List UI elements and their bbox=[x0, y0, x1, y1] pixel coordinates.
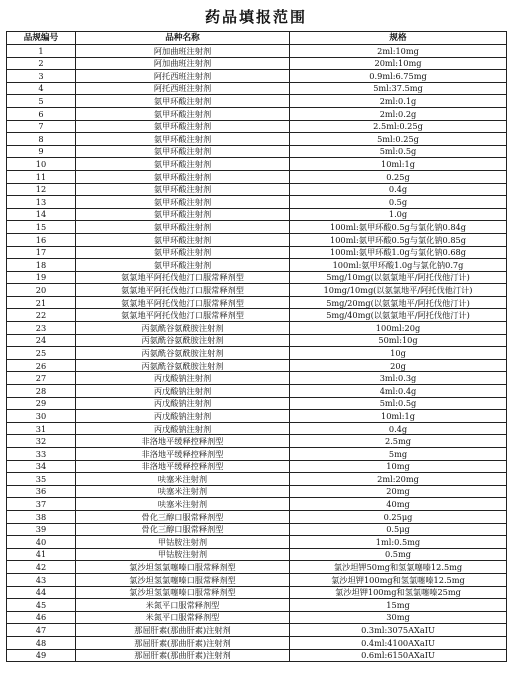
drug-name-cell: 氨甲环酸注射剂 bbox=[76, 95, 290, 108]
drug-name-cell: 呋塞米注射剂 bbox=[76, 485, 290, 498]
drug-name-cell: 阿加曲班注射剂 bbox=[76, 57, 290, 70]
table-row bbox=[7, 271, 507, 284]
specification-cell: 2ml:0.2g bbox=[290, 107, 507, 120]
specification-cell: 0.4g bbox=[290, 183, 507, 196]
spec-number-cell: 33 bbox=[7, 448, 76, 461]
specification-cell: 10mg bbox=[290, 460, 507, 473]
spec-number-cell: 19 bbox=[7, 271, 76, 284]
table-row bbox=[7, 221, 507, 234]
spec-number-cell: 48 bbox=[7, 636, 76, 649]
table-row bbox=[7, 435, 507, 448]
drug-name-cell: 氯沙坦氢氯噻嗪口服常释剂型 bbox=[76, 586, 290, 599]
spec-number-cell: 37 bbox=[7, 498, 76, 511]
specification-cell: 20mg bbox=[290, 485, 507, 498]
drug-name-cell: 那屈肝素(那曲肝素)注射剂 bbox=[76, 649, 290, 662]
table-row bbox=[7, 498, 507, 511]
spec-number-cell: 43 bbox=[7, 573, 76, 586]
specification-cell: 5ml:37.5mg bbox=[290, 82, 507, 95]
specification-cell: 氯沙坦钾50mg和氢氯噻嗪12.5mg bbox=[290, 561, 507, 574]
specification-cell: 5ml:0.5g bbox=[290, 145, 507, 158]
table-row bbox=[7, 183, 507, 196]
specification-cell: 0.5g bbox=[290, 196, 507, 209]
spec-number-cell: 12 bbox=[7, 183, 76, 196]
spec-number-cell: 31 bbox=[7, 422, 76, 435]
drug-name-cell: 氨氯地平阿托伐他汀口服常释剂型 bbox=[76, 284, 290, 297]
spec-number-cell: 1 bbox=[7, 45, 76, 58]
drug-name-cell: 非洛地平缓释控释剂型 bbox=[76, 448, 290, 461]
specification-cell: 氯沙坦钾100mg和氢氯噻嗪12.5mg bbox=[290, 573, 507, 586]
drug-name-cell: 阿托西班注射剂 bbox=[76, 82, 290, 95]
spec-number-cell: 23 bbox=[7, 322, 76, 335]
specification-cell: 3ml:0.3g bbox=[290, 372, 507, 385]
drug-name-cell: 氨甲环酸注射剂 bbox=[76, 233, 290, 246]
drug-name-cell: 氯沙坦氢氯噻嗪口服常释剂型 bbox=[76, 561, 290, 574]
table-row bbox=[7, 57, 507, 70]
spec-number-cell: 40 bbox=[7, 536, 76, 549]
spec-number-cell: 49 bbox=[7, 649, 76, 662]
table-row bbox=[7, 120, 507, 133]
page-title: 药品填报范围 bbox=[204, 8, 307, 26]
table-row bbox=[7, 208, 507, 221]
drug-name-cell: 氨甲环酸注射剂 bbox=[76, 170, 290, 183]
drug-name-cell: 氯沙坦氢氯噻嗪口服常释剂型 bbox=[76, 573, 290, 586]
specification-cell: 1ml:0.5mg bbox=[290, 536, 507, 549]
table-row bbox=[7, 45, 507, 58]
spec-number-cell: 30 bbox=[7, 410, 76, 423]
spec-number-cell: 45 bbox=[7, 599, 76, 612]
table-row bbox=[7, 296, 507, 309]
spec-number-cell: 41 bbox=[7, 548, 76, 561]
spec-number-cell: 15 bbox=[7, 221, 76, 234]
spec-number-cell: 5 bbox=[7, 95, 76, 108]
specification-cell: 50ml:10g bbox=[290, 334, 507, 347]
drug-name-cell: 氨甲环酸注射剂 bbox=[76, 133, 290, 146]
specification-cell: 10ml:1g bbox=[290, 410, 507, 423]
spec-number-cell: 13 bbox=[7, 196, 76, 209]
drug-scope-table bbox=[6, 31, 507, 662]
spec-number-cell: 17 bbox=[7, 246, 76, 259]
drug-name-cell: 氨甲环酸注射剂 bbox=[76, 208, 290, 221]
drug-name-cell: 氨甲环酸注射剂 bbox=[76, 145, 290, 158]
drug-name-cell: 氨氯地平阿托伐他汀口服常释剂型 bbox=[76, 296, 290, 309]
table-row bbox=[7, 158, 507, 171]
drug-name-cell: 呋塞米注射剂 bbox=[76, 473, 290, 486]
table-row bbox=[7, 611, 507, 624]
header-drug-name: 品种名称 bbox=[76, 32, 290, 45]
table-row bbox=[7, 246, 507, 259]
table-row bbox=[7, 233, 507, 246]
specification-cell: 100ml:氨甲环酸0.5g与氯化钠0.85g bbox=[290, 233, 507, 246]
drug-name-cell: 阿托西班注射剂 bbox=[76, 70, 290, 83]
drug-name-cell: 米氮平口服常释剂型 bbox=[76, 611, 290, 624]
specification-cell: 5ml:0.5g bbox=[290, 397, 507, 410]
specification-cell: 0.4ml:4100AXaIU bbox=[290, 636, 507, 649]
table-row bbox=[7, 473, 507, 486]
specification-cell: 100ml:氨甲环酸1.0g与氯化钠0.7g bbox=[290, 259, 507, 272]
spec-number-cell: 16 bbox=[7, 233, 76, 246]
spec-number-cell: 9 bbox=[7, 145, 76, 158]
table-row bbox=[7, 347, 507, 360]
table-row bbox=[7, 385, 507, 398]
specification-cell: 20ml:10mg bbox=[290, 57, 507, 70]
drug-name-cell: 丙戊酸钠注射剂 bbox=[76, 422, 290, 435]
table-row bbox=[7, 573, 507, 586]
header-specification: 规格 bbox=[290, 32, 507, 45]
table-header-row bbox=[7, 32, 507, 45]
drug-name-cell: 非洛地平缓释控释剂型 bbox=[76, 435, 290, 448]
specification-cell: 2.5mg bbox=[290, 435, 507, 448]
specification-cell: 100ml:氨甲环酸1.0g与氯化钠0.68g bbox=[290, 246, 507, 259]
specification-cell: 0.3ml:3075AXaIU bbox=[290, 624, 507, 637]
specification-cell: 0.4g bbox=[290, 422, 507, 435]
spec-number-cell: 27 bbox=[7, 372, 76, 385]
spec-number-cell: 7 bbox=[7, 120, 76, 133]
specification-cell: 10mg/10mg(以氨氯地平/阿托伐他汀计) bbox=[290, 284, 507, 297]
drug-name-cell: 骨化三醇口服常释剂型 bbox=[76, 510, 290, 523]
spec-number-cell: 25 bbox=[7, 347, 76, 360]
specification-cell: 30mg bbox=[290, 611, 507, 624]
table-row bbox=[7, 485, 507, 498]
specification-cell: 5mg/10mg(以氨氯地平/阿托伐他汀计) bbox=[290, 271, 507, 284]
specification-cell: 0.6ml:6150AXaIU bbox=[290, 649, 507, 662]
table-row bbox=[7, 196, 507, 209]
specification-cell: 2.5ml:0.25g bbox=[290, 120, 507, 133]
drug-name-cell: 非洛地平缓释控释剂型 bbox=[76, 460, 290, 473]
table-row bbox=[7, 624, 507, 637]
drug-name-cell: 甲钴胺注射剂 bbox=[76, 548, 290, 561]
table-row bbox=[7, 636, 507, 649]
drug-name-cell: 氨甲环酸注射剂 bbox=[76, 107, 290, 120]
spec-number-cell: 3 bbox=[7, 70, 76, 83]
spec-number-cell: 22 bbox=[7, 309, 76, 322]
specification-cell: 10ml:1g bbox=[290, 158, 507, 171]
table-row bbox=[7, 397, 507, 410]
drug-name-cell: 氨甲环酸注射剂 bbox=[76, 120, 290, 133]
table-row bbox=[7, 359, 507, 372]
header-spec-number: 品规编号 bbox=[7, 32, 76, 45]
spec-number-cell: 11 bbox=[7, 170, 76, 183]
spec-number-cell: 8 bbox=[7, 133, 76, 146]
drug-name-cell: 阿加曲班注射剂 bbox=[76, 45, 290, 58]
table-row bbox=[7, 95, 507, 108]
drug-name-cell: 米氮平口服常释剂型 bbox=[76, 599, 290, 612]
drug-name-cell: 那屈肝素(那曲肝素)注射剂 bbox=[76, 636, 290, 649]
drug-name-cell: 那屈肝素(那曲肝素)注射剂 bbox=[76, 624, 290, 637]
spec-number-cell: 36 bbox=[7, 485, 76, 498]
table-row bbox=[7, 561, 507, 574]
spec-number-cell: 10 bbox=[7, 158, 76, 171]
specification-cell: 5ml:0.25g bbox=[290, 133, 507, 146]
table-row bbox=[7, 410, 507, 423]
drug-name-cell: 呋塞米注射剂 bbox=[76, 498, 290, 511]
spec-number-cell: 21 bbox=[7, 296, 76, 309]
drug-name-cell: 氨氯地平阿托伐他汀口服常释剂型 bbox=[76, 271, 290, 284]
table-row bbox=[7, 599, 507, 612]
table-row bbox=[7, 536, 507, 549]
spec-number-cell: 42 bbox=[7, 561, 76, 574]
spec-number-cell: 24 bbox=[7, 334, 76, 347]
spec-number-cell: 38 bbox=[7, 510, 76, 523]
spec-number-cell: 6 bbox=[7, 107, 76, 120]
table-row bbox=[7, 586, 507, 599]
specification-cell: 5mg bbox=[290, 448, 507, 461]
spec-number-cell: 4 bbox=[7, 82, 76, 95]
specification-cell: 4ml:0.4g bbox=[290, 385, 507, 398]
specification-cell: 1.0g bbox=[290, 208, 507, 221]
drug-name-cell: 骨化三醇口服常释剂型 bbox=[76, 523, 290, 536]
spec-number-cell: 34 bbox=[7, 460, 76, 473]
drug-name-cell: 氨甲环酸注射剂 bbox=[76, 221, 290, 234]
specification-cell: 20g bbox=[290, 359, 507, 372]
drug-name-cell: 丙戊酸钠注射剂 bbox=[76, 372, 290, 385]
drug-name-cell: 氨氯地平阿托伐他汀口服常释剂型 bbox=[76, 309, 290, 322]
spec-number-cell: 32 bbox=[7, 435, 76, 448]
drug-name-cell: 氨甲环酸注射剂 bbox=[76, 196, 290, 209]
table-row bbox=[7, 334, 507, 347]
specification-cell: 2ml:20mg bbox=[290, 473, 507, 486]
specification-cell: 10g bbox=[290, 347, 507, 360]
drug-name-cell: 氨甲环酸注射剂 bbox=[76, 183, 290, 196]
spec-number-cell: 20 bbox=[7, 284, 76, 297]
drug-name-cell: 丙氨酰谷氨酰胺注射剂 bbox=[76, 347, 290, 360]
specification-cell: 5mg/20mg(以氨氯地平/阿托伐他汀计) bbox=[290, 296, 507, 309]
spec-number-cell: 39 bbox=[7, 523, 76, 536]
table-row bbox=[7, 649, 507, 662]
specification-cell: 100ml:氨甲环酸0.5g与氯化钠0.84g bbox=[290, 221, 507, 234]
table-row bbox=[7, 460, 507, 473]
drug-name-cell: 丙戊酸钠注射剂 bbox=[76, 410, 290, 423]
table-row bbox=[7, 284, 507, 297]
table-row bbox=[7, 82, 507, 95]
table-row bbox=[7, 259, 507, 272]
table-row bbox=[7, 510, 507, 523]
spec-number-cell: 44 bbox=[7, 586, 76, 599]
specification-cell: 40mg bbox=[290, 498, 507, 511]
specification-cell: 0.25μg bbox=[290, 510, 507, 523]
table-row bbox=[7, 422, 507, 435]
specification-cell: 0.5mg bbox=[290, 548, 507, 561]
drug-name-cell: 丙戊酸钠注射剂 bbox=[76, 397, 290, 410]
spec-number-cell: 18 bbox=[7, 259, 76, 272]
table-row bbox=[7, 133, 507, 146]
spec-number-cell: 2 bbox=[7, 57, 76, 70]
spec-number-cell: 14 bbox=[7, 208, 76, 221]
drug-name-cell: 氨甲环酸注射剂 bbox=[76, 246, 290, 259]
table-row bbox=[7, 107, 507, 120]
specification-cell: 0.25g bbox=[290, 170, 507, 183]
spec-number-cell: 46 bbox=[7, 611, 76, 624]
spec-number-cell: 29 bbox=[7, 397, 76, 410]
table-row bbox=[7, 170, 507, 183]
drug-name-cell: 丙氨酰谷氨酰胺注射剂 bbox=[76, 322, 290, 335]
table-row bbox=[7, 523, 507, 536]
table-row bbox=[7, 548, 507, 561]
specification-cell: 100ml:20g bbox=[290, 322, 507, 335]
drug-name-cell: 氨甲环酸注射剂 bbox=[76, 158, 290, 171]
drug-name-cell: 丙氨酰谷氨酰胺注射剂 bbox=[76, 359, 290, 372]
drug-name-cell: 丙氨酰谷氨酰胺注射剂 bbox=[76, 334, 290, 347]
table-row bbox=[7, 70, 507, 83]
drug-name-cell: 氨甲环酸注射剂 bbox=[76, 259, 290, 272]
specification-cell: 5mg/40mg(以氨氯地平/阿托伐他汀计) bbox=[290, 309, 507, 322]
specification-cell: 2ml:0.1g bbox=[290, 95, 507, 108]
spec-number-cell: 35 bbox=[7, 473, 76, 486]
specification-cell: 15mg bbox=[290, 599, 507, 612]
specification-cell: 2ml:10mg bbox=[290, 45, 507, 58]
drug-name-cell: 丙戊酸钠注射剂 bbox=[76, 385, 290, 398]
drug-name-cell: 甲钴胺注射剂 bbox=[76, 536, 290, 549]
table-row bbox=[7, 145, 507, 158]
table-row bbox=[7, 372, 507, 385]
specification-cell: 氯沙坦钾100mg和氢氯噻嗪25mg bbox=[290, 586, 507, 599]
spec-number-cell: 26 bbox=[7, 359, 76, 372]
table-row bbox=[7, 448, 507, 461]
spec-number-cell: 28 bbox=[7, 385, 76, 398]
spec-number-cell: 47 bbox=[7, 624, 76, 637]
specification-cell: 0.5μg bbox=[290, 523, 507, 536]
table-row bbox=[7, 322, 507, 335]
table-row bbox=[7, 309, 507, 322]
specification-cell: 0.9ml:6.75mg bbox=[290, 70, 507, 83]
